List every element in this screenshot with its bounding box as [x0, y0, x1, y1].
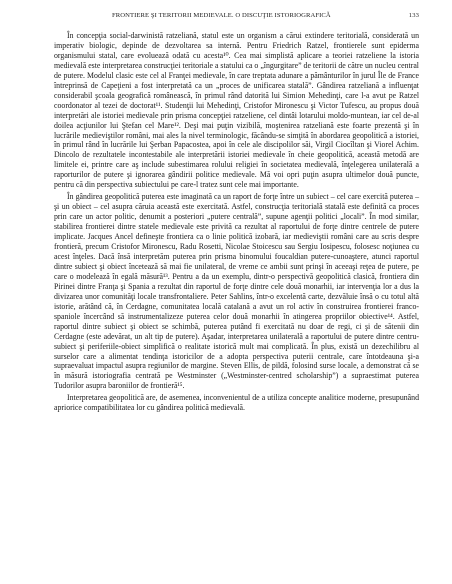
body-text [54, 31, 419, 413]
paragraph-3: Interpretarea geopolitică are, de asemenea, inconvenientul de a utiliza concepte analitice moderne, presupunând apriorice compatibilitatea lor cu gândirea politică medievală. [54, 393, 419, 413]
page-header [54, 12, 419, 19]
paragraph-1: În concepţia social-darwinistă ratzeliană, statul este un organism a cărui extindere teritorială, considerată un imperativ biologic, depinde de dezvoltarea sa internă. Pentru Friedrich Ratzel, frontierele sunt epiderma organismului statal, care evoluează odată cu acesta¹⁰. Cea mai simplistă aplicare a teoriei ratzeliene la istoria medievală este interpretarea construcţiei teritoriale a statului ca o „îngurgitare” de teritorii de către un nucleu central de putere. Modelul clasic este cel al Franţei medievale, în care treptata adunare a pământurilor în jurul Île de France întreprinsă de Capeţieni a fost interpretată ca un „proces de unificarea statală”. Gândirea ratzeliană a influenţat considerabil şcoala geografică românească, în primul rând datorită lui Simion Mehedinţi, care l-a avut pe Ratzel coordonator al tezei de doctorat¹¹. Studenţii lui Mehedinţi, Cristofor Mironescu şi Victor Tufescu, au propus două interpretări ale istoriei medievale prin prisma concepţiei ratzeliene, cel dintâi lotarului moldo-muntean, iar cel de-al doilea acţiunilor lui Ştefan cel Mare¹². Deşi mai puţin vizibilă, moştenirea ratzeliană este foarte prezentă şi în lucrările medieviştilor români, mai ales la nivel terminologic, făcându-se simţită în abordarea geopolitică a istoriei, în primul rând în lucrările lui Şerban Papacostea, apoi în cele ale discipolilor săi, Virgil Ciocîltan şi Viorel Achim. Dincolo de rezultatele incontestabile ale interpretării istoriei medievale în cheie geopolitică, această metodă are limitele ei, printre care aş include subestimarea rolului religiei în societatea medievală, înţelegerea unilaterală a raporturilor de putere şi ignorarea gândirii politice medievale. Mă voi opri puţin asupra ultimelor două puncte, pentru că din perspectiva subiectului pe care-l tratez sunt cele mai importante. [54, 31, 419, 190]
page-number: 133 [408, 12, 419, 19]
running-title: FRONTIERE ŞI TERITORII MEDIEVALE. O DISCUŢIE ISTORIOGRAFICĂ [112, 12, 331, 19]
paragraph-2: În gândirea geopolitică puterea este imaginată ca un raport de forţe între un subiect – cel care exercită puterea – şi un obiect – cel asupra căruia această este exercitată. Astfel, construcţia teritorială statală este definită ca proces prin care un actor politic, denumit a posteriori „putere centrală”, supune agenţii politici „locali”. În mod similar, stabilirea frontierei dintre statele medievale este privită ca rezultat al raportului de forţe dintre centrele de putere implicate. Jacques Ancel defineşte frontiera ca o linie politică izobară, iar medieviştii români care au scris despre frontieră, precum Cristofor Mironescu, Radu Rosetti, Nicolae Stoicescu sau Sergiu Iosipescu, folosesc noţiunea cu acest înţeles. Dacă însă interpretăm puterea prin prisma binomului foucaldian putere-cunoaştere, atunci raportul dintre subiect şi obiect încetează să mai fie unilateral, de vreme ce ambii sunt prinşi în aceeaşi reţea de putere, pe care o modelează în egală măsură¹³. Pentru a da un exemplu, dintr-o perspectivă geopolitică clasică, frontiera din Pirinei dintre Franţa şi Spania a rezultat din raportul de forţe dintre cele două monarhii, iar intervenţia lor a dus la divizarea unor comunităţi locale transfrontaliere. Peter Sahlins, într-o excelentă carte, dezvăluie însă o cu totul altă istorie, arătând că, în Cerdagne, comunitatea locală catalană a avut un rol activ în construirea frontierei franco-spaniole încercând să instrumentalizeze puterea celor două monarhii în atingerea propriilor obiective¹⁴. Astfel, raportul dintre subiect şi obiect se schimbă, puterea putând fi exercitată nu doar de regi, ci şi de sătenii din Cerdagne (este adevărat, un alt tip de putere). Aşadar, interpretarea unilaterală a raportului de putere dintre centru-subiect şi periferiile-obiect simplifică o realitate istorică mult mai complicată. În plus, există un dezechilibru al surselor care a alimentat tendinţa istoricilor de a adopta perspectiva puterii centrale, care întotdeauna şi-a supraevaluat impactul asupra regiunilor de margine. Steven Ellis, de pildă, folosind surse locale, a demonstrat că se în măsură istoriografia centrată pe Westminster („Westminster-centred scholarship”) a supraestimat puterea Tudorilor asupra baroniilor de frontieră¹⁵. [54, 192, 419, 391]
